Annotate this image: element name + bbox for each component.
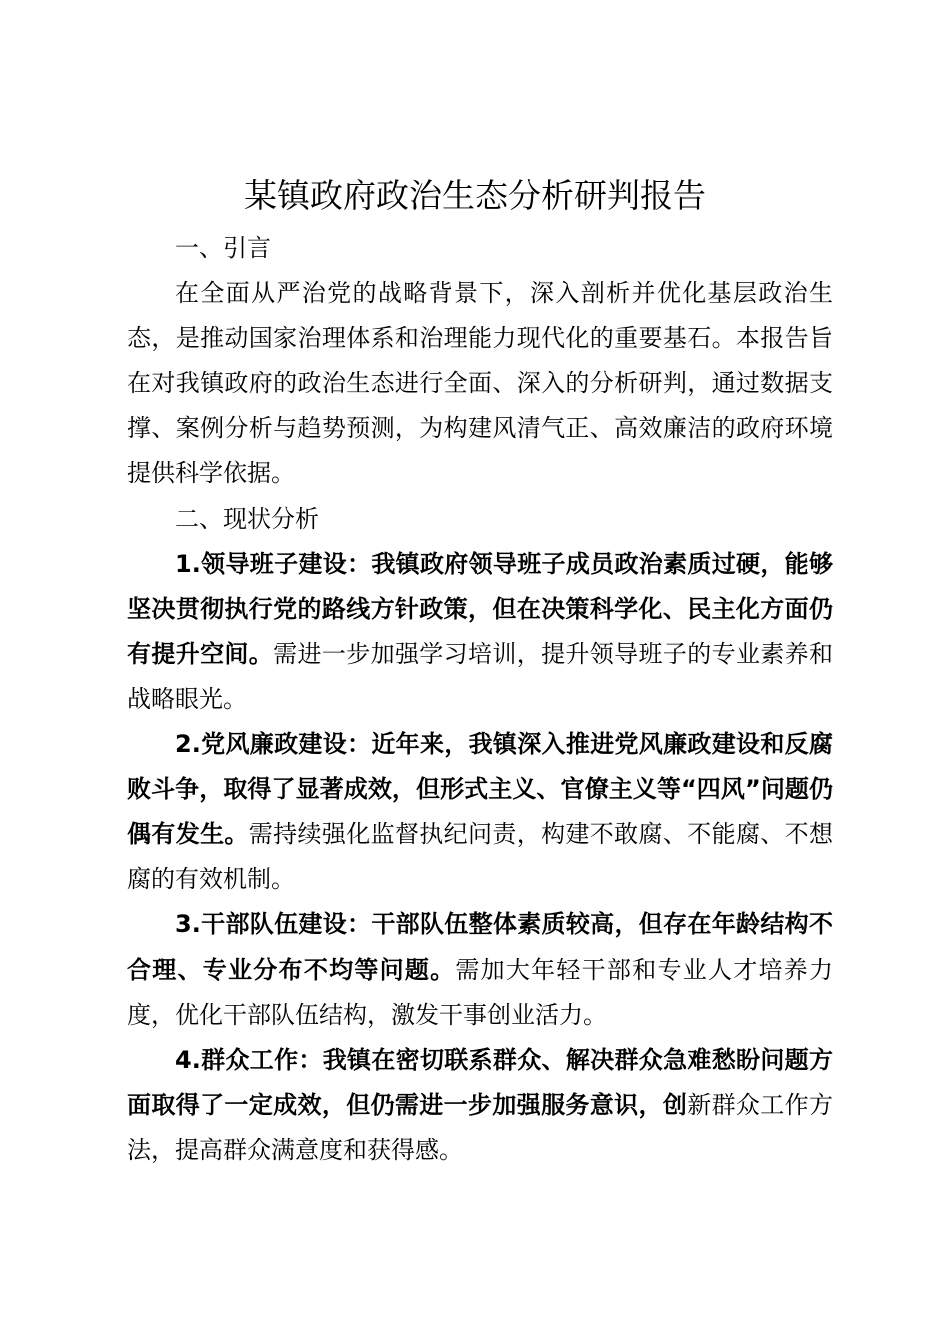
paragraph-leadership-lead: 1.领导班子建设：我镇政府领导班子成员政治素质过硬，能够坚决贯彻执行党的路线方针政策，但在决策科学化、民主化方面仍有提升空间。 (127, 549, 833, 668)
document-body (127, 226, 833, 1173)
paragraph-integrity-text: 需持续强化监督执纪问责，构建不敢腐、不能腐、不想腐的有效机制。 (127, 820, 834, 894)
paragraph-integrity (127, 722, 833, 902)
paragraph-leadership-text: 需进一步加强学习培训，提升领导班子的专业素养和战略眼光。 (127, 639, 834, 713)
paragraph-cadre-text: 需加大年轻干部和专业人才培养力度，优化干部队伍结构，激发干事创业活力。 (127, 955, 834, 1029)
paragraph-leadership (127, 542, 833, 722)
paragraph-integrity-lead: 2.党风廉政建设：近年来，我镇深入推进党风廉政建设和反腐败斗争，取得了显著成效，但形式主义、官僚主义等“四风”问题仍偶有发生。 (127, 730, 833, 849)
section-heading-introduction: 一、引言 (175, 234, 271, 262)
paragraph-masses-text: 新群众工作方法，提高群众满意度和获得感。 (127, 1090, 834, 1164)
document-title: 某镇政府政治生态分析研判报告 (244, 176, 706, 215)
paragraph-masses-lead: 4.群众工作：我镇在密切联系群众、解决群众急难愁盼问题方面取得了一定成效，但仍需进一步加强服务意识，创 (127, 1045, 833, 1119)
paragraph-cadre-lead: 3.干部队伍建设：干部队伍整体素质较高，但存在年龄结构不合理、专业分布不均等问题。 (127, 910, 833, 984)
paragraph-cadre (127, 902, 833, 1037)
paragraph-masses (127, 1038, 833, 1173)
introduction-paragraph (127, 271, 833, 496)
introduction-text: 在全面从严治党的战略背景下，深入剖析并优化基层政治生态，是推动国家治理体系和治理能力现代化的重要基石。本报告旨在对我镇政府的政治生态进行全面、深入的分析研判，通过数据支撑、案例分析与趋势预测，为构建风清气正、高效廉洁的政府环境提供科学依据。 (127, 279, 833, 488)
section-heading-status-analysis: 二、现状分析 (175, 504, 319, 533)
